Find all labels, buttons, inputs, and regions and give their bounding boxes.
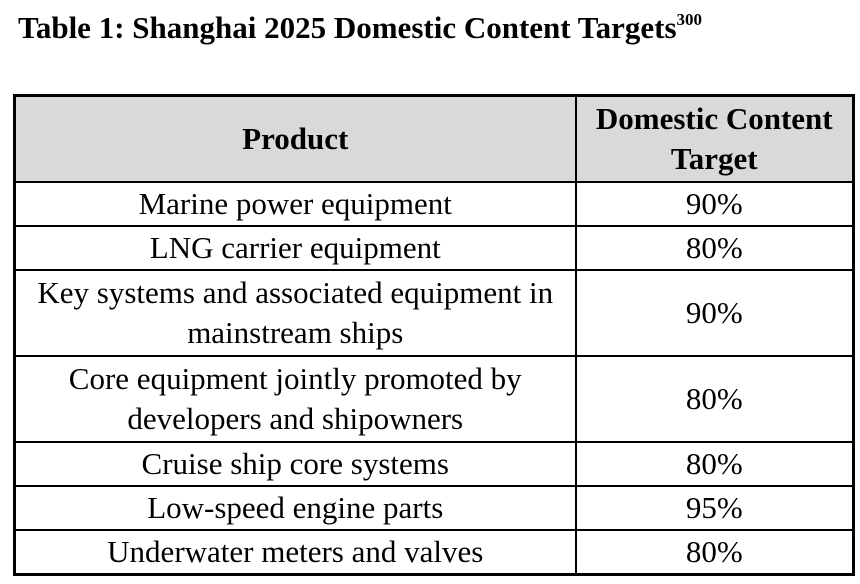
product-cell: LNG carrier equipment <box>15 226 576 270</box>
product-cell: Low-speed engine parts <box>15 486 576 530</box>
product-cell: Key systems and associated equipment in mainstream ships <box>15 270 576 356</box>
target-cell: 90% <box>576 270 854 356</box>
table-row <box>15 486 854 530</box>
table-row <box>15 182 854 226</box>
target-cell: 80% <box>576 442 854 486</box>
table-caption <box>18 10 702 46</box>
domestic-content-table <box>13 94 855 576</box>
caption-footnote-ref: 300 <box>676 9 703 29</box>
caption-text: Table 1: Shanghai 2025 Domestic Content Targets <box>18 10 677 45</box>
target-cell: 80% <box>576 530 854 575</box>
product-cell: Core equipment jointly promoted by developers and shipowners <box>15 356 576 442</box>
table-row <box>15 530 854 575</box>
table-row <box>15 356 854 442</box>
target-cell: 95% <box>576 486 854 530</box>
table-row <box>15 442 854 486</box>
product-cell: Marine power equipment <box>15 182 576 226</box>
header-product: Product <box>15 96 576 183</box>
table-header-row <box>15 96 854 183</box>
table-row <box>15 270 854 356</box>
table-row <box>15 226 854 270</box>
header-domestic-content-target: Domestic Content Target <box>576 96 854 183</box>
target-cell: 80% <box>576 226 854 270</box>
product-cell: Cruise ship core systems <box>15 442 576 486</box>
product-cell: Underwater meters and valves <box>15 530 576 575</box>
target-cell: 80% <box>576 356 854 442</box>
target-cell: 90% <box>576 182 854 226</box>
